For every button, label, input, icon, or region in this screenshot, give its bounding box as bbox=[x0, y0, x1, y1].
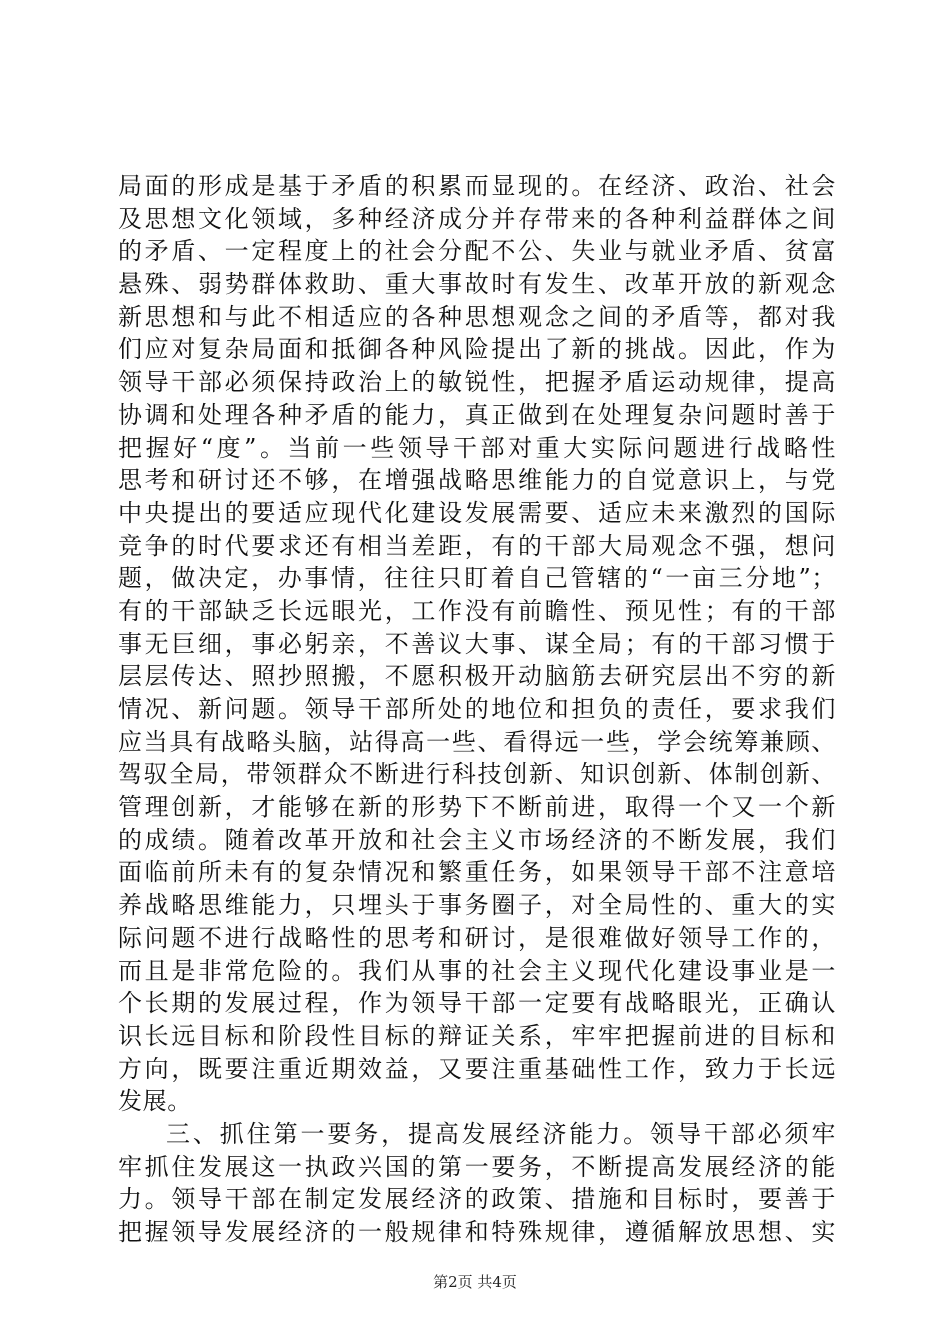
text-line: 三、抓住第一要务，提高发展经济能力。领导干部必须牢 bbox=[166, 1119, 836, 1148]
text-line: 而且是非常危险的。我们从事的社会主义现代化建设事业是一 bbox=[118, 956, 836, 985]
text-line: 牢抓住发展这一执政兴国的第一要务，不断提高发展经济的能 bbox=[118, 1152, 836, 1181]
text-line: 发展。 bbox=[118, 1087, 192, 1116]
text-line: 的成绩。随着改革开放和社会主义市场经济的不断发展，我们 bbox=[118, 825, 836, 854]
text-line: 识长远目标和阶段性目标的辩证关系，牢牢把握前进的目标和 bbox=[118, 1021, 836, 1050]
text-line: 个长期的发展过程，作为领导干部一定要有战略眼光，正确认 bbox=[118, 989, 836, 1018]
text-line: 局面的形成是基于矛盾的积累而显现的。在经济、政治、社会 bbox=[118, 172, 836, 200]
text-line: 及思想文化领域，多种经济成分并存带来的各种利益群体之间 bbox=[118, 204, 836, 233]
text-line: 把握领导发展经济的一般规律和特殊规律，遵循解放思想、实 bbox=[118, 1218, 836, 1246]
text-line: 把握好“度”。当前一些领导干部对重大实际问题进行战略性 bbox=[118, 433, 836, 462]
text-line: 管理创新，才能够在新的形势下不断前进，取得一个又一个新 bbox=[118, 793, 836, 822]
text-line: 方向，既要注重近期效益，又要注重基础性工作，致力于长远 bbox=[118, 1054, 836, 1083]
text-line: 的矛盾、一定程度上的社会分配不公、失业与就业矛盾、贫富 bbox=[118, 237, 836, 266]
text-line: 题，做决定，办事情，往往只盯着自己管辖的“一亩三分地”； bbox=[118, 564, 836, 593]
text-line: 们应对复杂局面和抵御各种风险提出了新的挑战。因此，作为 bbox=[118, 335, 836, 364]
text-line: 竞争的时代要求还有相当差距，有的干部大局观念不强，想问 bbox=[118, 531, 836, 560]
page-footer: 第2页 共4页 bbox=[433, 1273, 517, 1291]
text-line: 悬殊、弱势群体救助、重大事故时有发生、改革开放的新观念 bbox=[118, 270, 836, 299]
text-line: 协调和处理各种矛盾的能力，真正做到在处理复杂问题时善于 bbox=[118, 400, 836, 429]
text-line: 思考和研讨还不够，在增强战略思维能力的自觉意识上，与党 bbox=[118, 466, 836, 495]
text-line: 面临前所未有的复杂情况和繁重任务，如果领导干部不注意培 bbox=[118, 858, 836, 887]
text-line: 领导干部必须保持政治上的敏锐性，把握矛盾运动规律，提高 bbox=[118, 368, 836, 397]
text-line: 应当具有战略头脑，站得高一些、看得远一些，学会统筹兼顾、 bbox=[118, 727, 836, 756]
text-line: 力。领导干部在制定发展经济的政策、措施和目标时，要善于 bbox=[118, 1185, 836, 1214]
text-line: 情况、新问题。领导干部所处的地位和担负的责任，要求我们 bbox=[118, 695, 836, 723]
text-line: 层层传达、照抄照搬，不愿积极开动脑筋去研究层出不穷的新 bbox=[118, 662, 836, 691]
text-line: 新思想和与此不相适应的各种思想观念之间的矛盾等，都对我 bbox=[118, 302, 836, 331]
text-line: 际问题不进行战略性的思考和研讨，是很难做好领导工作的， bbox=[118, 923, 836, 952]
page-body-text bbox=[118, 170, 836, 1249]
text-line: 事无巨细，事必躬亲，不善议大事、谋全局；有的干部习惯于 bbox=[118, 629, 836, 658]
text-line: 中央提出的要适应现代化建设发展需要、适应未来激烈的国际 bbox=[118, 498, 836, 527]
text-line: 有的干部缺乏长远眼光，工作没有前瞻性、预见性；有的干部 bbox=[118, 596, 836, 625]
text-line: 养战略思维能力，只埋头于事务圈子，对全局性的、重大的实 bbox=[118, 891, 836, 920]
text-line: 驾驭全局，带领群众不断进行科技创新、知识创新、体制创新、 bbox=[118, 760, 836, 789]
